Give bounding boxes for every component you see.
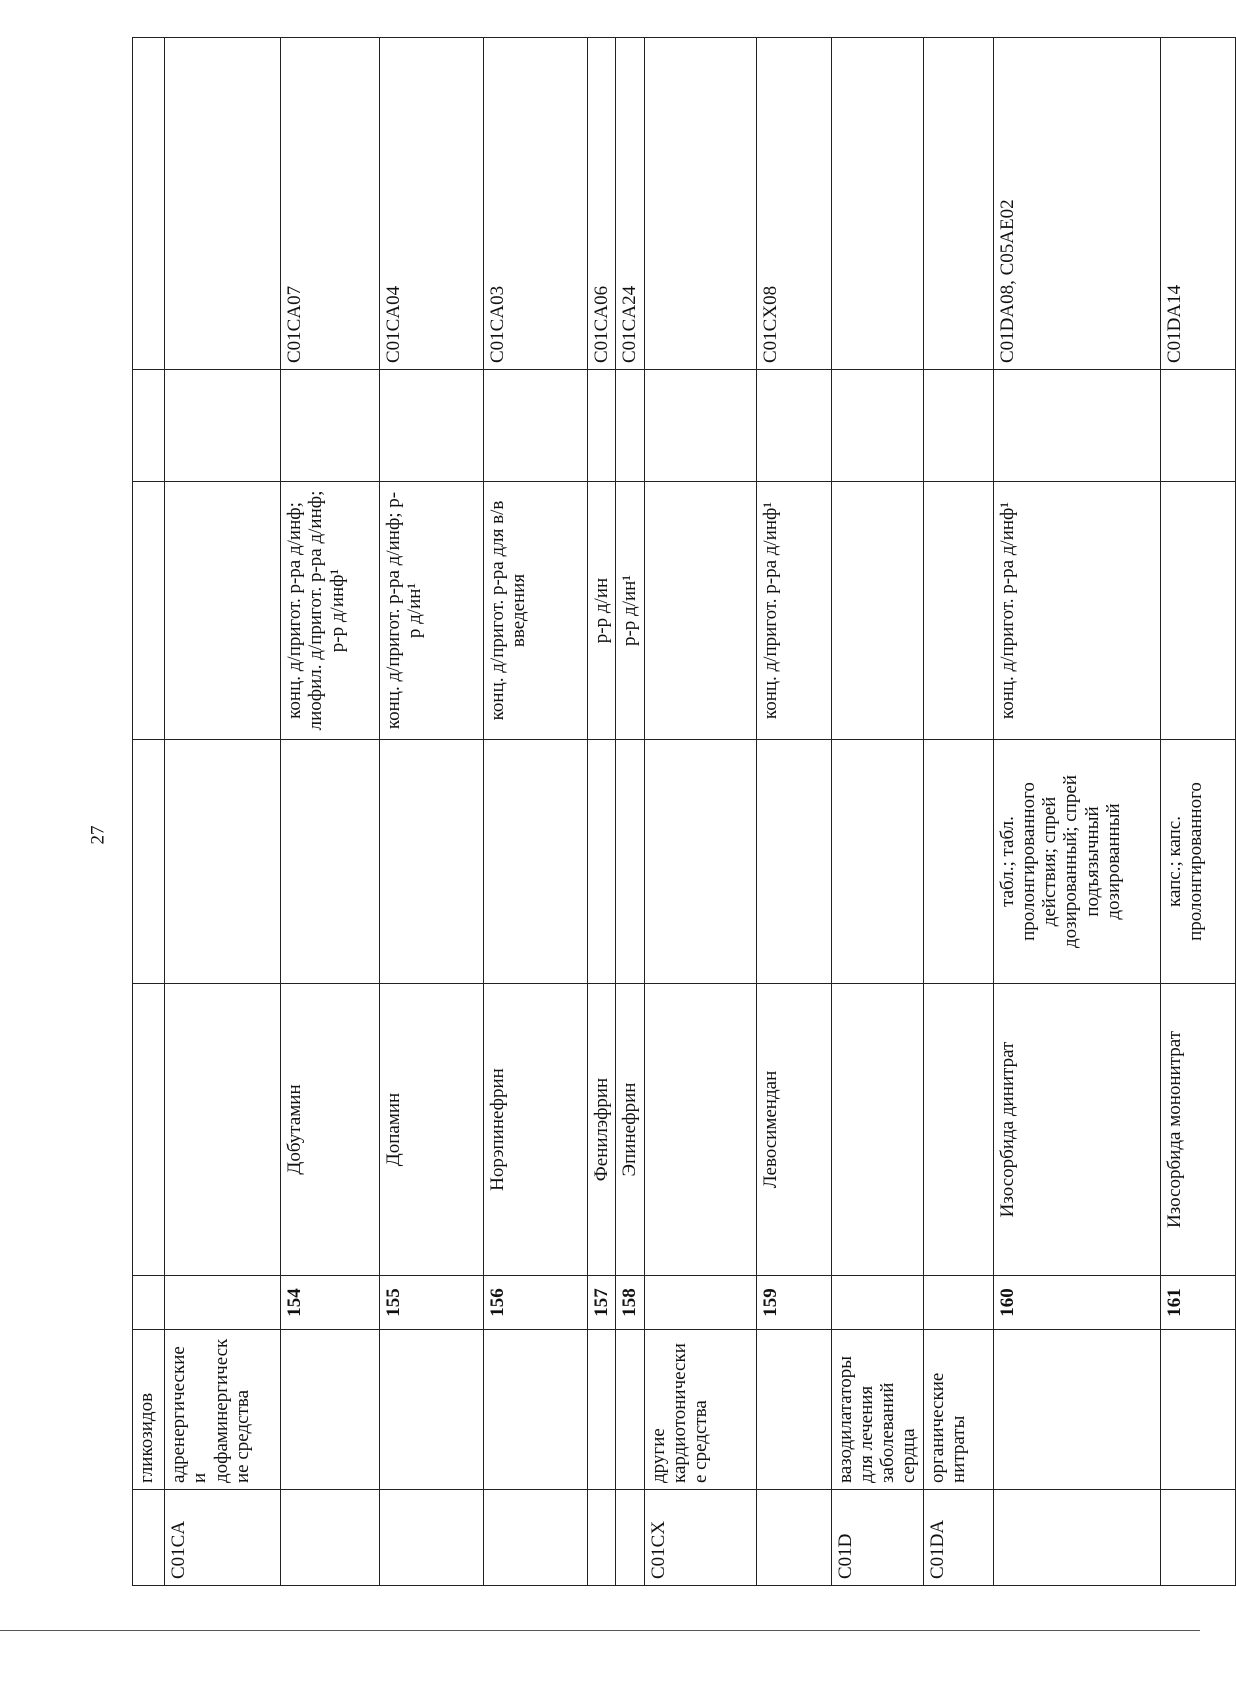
atc-code-cell: C01CA07 xyxy=(281,38,380,370)
empty-cell xyxy=(616,370,644,482)
atc-code-cell: C01CA24 xyxy=(616,38,644,370)
dosage-form-cell xyxy=(831,740,923,984)
table-row xyxy=(993,38,1160,1586)
row-number-cell xyxy=(923,1276,993,1330)
atc-code-cell xyxy=(165,38,281,370)
empty-cell xyxy=(484,370,588,482)
row-number-cell: 155 xyxy=(380,1276,484,1330)
group-name-cell xyxy=(1160,1330,1235,1490)
injectable-form-cell xyxy=(165,482,281,740)
drug-name-cell xyxy=(923,984,993,1276)
table-row xyxy=(165,38,281,1586)
atc-code-cell: C01DA08, C05AE02 xyxy=(993,38,1160,370)
empty-cell xyxy=(923,370,993,482)
group-name-cell: органические нитраты xyxy=(923,1330,993,1490)
injectable-form-cell: конц. д/пригот. р-ра для в/в введения xyxy=(484,482,588,740)
group-name-cell: другие кардиотонические средства xyxy=(644,1330,756,1490)
table-row xyxy=(281,38,380,1586)
dosage-form-cell xyxy=(923,740,993,984)
injectable-form-cell: конц. д/пригот. р-ра д/инф¹ xyxy=(993,482,1160,740)
dosage-form-cell: капс.; капс. пролонгированного xyxy=(1160,740,1235,984)
atc-group-code-cell xyxy=(616,1490,644,1586)
table-row xyxy=(133,38,165,1586)
atc-group-code-cell: C01D xyxy=(831,1490,923,1586)
empty-cell xyxy=(588,370,616,482)
row-number-cell xyxy=(831,1276,923,1330)
atc-group-code-cell xyxy=(133,1490,165,1586)
drug-name-cell xyxy=(165,984,281,1276)
atc-group-code-cell xyxy=(993,1490,1160,1586)
group-name-cell xyxy=(588,1330,616,1490)
row-number-cell: 161 xyxy=(1160,1276,1235,1330)
drug-name-cell xyxy=(831,984,923,1276)
table-row xyxy=(484,38,588,1586)
row-number-cell: 156 xyxy=(484,1276,588,1330)
drug-name-cell: Левосимендан xyxy=(756,984,831,1276)
empty-cell xyxy=(165,370,281,482)
atc-group-code-cell xyxy=(756,1490,831,1586)
atc-group-code-cell xyxy=(281,1490,380,1586)
table-row xyxy=(644,38,756,1586)
atc-group-code-cell xyxy=(1160,1490,1235,1586)
group-name-cell: адренергические и дофаминергические средства xyxy=(165,1330,281,1490)
injectable-form-cell xyxy=(133,482,165,740)
table-container xyxy=(132,38,1206,1586)
empty-cell xyxy=(644,370,756,482)
injectable-form-cell: конц. д/пригот. р-ра д/инф¹ xyxy=(756,482,831,740)
row-number-cell: 159 xyxy=(756,1276,831,1330)
atc-code-cell: C01CA06 xyxy=(588,38,616,370)
drug-name-cell xyxy=(133,984,165,1276)
group-name-cell xyxy=(993,1330,1160,1490)
dosage-form-cell xyxy=(133,740,165,984)
drug-name-cell: Фенилэфрин xyxy=(588,984,616,1276)
page-number xyxy=(88,810,108,860)
atc-code-cell xyxy=(831,38,923,370)
table-body xyxy=(133,38,1236,1586)
atc-group-code-cell xyxy=(484,1490,588,1586)
empty-cell xyxy=(993,370,1160,482)
table-row xyxy=(588,38,616,1586)
dosage-form-cell xyxy=(281,740,380,984)
row-number-cell: 157 xyxy=(588,1276,616,1330)
injectable-form-cell xyxy=(923,482,993,740)
injectable-form-cell xyxy=(831,482,923,740)
injectable-form-cell: конц. д/пригот. р-ра д/инф; лиофил. д/пригот. р-ра д/инф; р-р д/инф¹ xyxy=(281,482,380,740)
row-number-cell: 160 xyxy=(993,1276,1160,1330)
medicines-table xyxy=(132,37,1236,1586)
drug-name-cell: Изосорбида мононитрат xyxy=(1160,984,1235,1276)
group-name-cell xyxy=(380,1330,484,1490)
page-number-text: 27 xyxy=(87,825,108,845)
injectable-form-cell: р-р д/ин¹ xyxy=(616,482,644,740)
group-name-cell: гликозидов xyxy=(133,1330,165,1490)
dosage-form-cell: табл.; табл. пролонгированного действия; спрей дозированный; спрей подъязычный дозированный xyxy=(993,740,1160,984)
table-row xyxy=(831,38,923,1586)
group-name-cell: вазодилататоры для лечения заболеваний сердца xyxy=(831,1330,923,1490)
empty-cell xyxy=(756,370,831,482)
empty-cell xyxy=(380,370,484,482)
injectable-form-cell: конц. д/пригот. р-ра д/инф; р-р д/ин¹ xyxy=(380,482,484,740)
table-row xyxy=(923,38,993,1586)
dosage-form-cell xyxy=(616,740,644,984)
empty-cell xyxy=(831,370,923,482)
atc-group-code-cell: C01CX xyxy=(644,1490,756,1586)
bottom-divider xyxy=(0,1630,1200,1631)
group-name-cell xyxy=(616,1330,644,1490)
drug-name-cell: Норэпинефрин xyxy=(484,984,588,1276)
dosage-form-cell xyxy=(380,740,484,984)
table-row xyxy=(616,38,644,1586)
group-name-cell xyxy=(484,1330,588,1490)
drug-name-cell: Эпинефрин xyxy=(616,984,644,1276)
row-number-cell xyxy=(165,1276,281,1330)
row-number-cell xyxy=(133,1276,165,1330)
row-number-cell: 154 xyxy=(281,1276,380,1330)
atc-group-code-cell: C01CA xyxy=(165,1490,281,1586)
table-row xyxy=(1160,38,1235,1586)
injectable-form-cell: р-р д/ин xyxy=(588,482,616,740)
drug-name-cell: Добутамин xyxy=(281,984,380,1276)
row-number-cell xyxy=(644,1276,756,1330)
group-name-cell xyxy=(281,1330,380,1490)
atc-code-cell: C01DA14 xyxy=(1160,38,1235,370)
dosage-form-cell xyxy=(588,740,616,984)
atc-code-cell: C01CA03 xyxy=(484,38,588,370)
dosage-form-cell xyxy=(165,740,281,984)
atc-code-cell xyxy=(133,38,165,370)
empty-cell xyxy=(1160,370,1235,482)
dosage-form-cell xyxy=(756,740,831,984)
atc-code-cell: C01CX08 xyxy=(756,38,831,370)
empty-cell xyxy=(281,370,380,482)
atc-code-cell xyxy=(923,38,993,370)
atc-code-cell: C01CA04 xyxy=(380,38,484,370)
dosage-form-cell xyxy=(484,740,588,984)
atc-group-code-cell: C01DA xyxy=(923,1490,993,1586)
atc-code-cell xyxy=(644,38,756,370)
dosage-form-cell xyxy=(644,740,756,984)
empty-cell xyxy=(133,370,165,482)
group-name-cell xyxy=(756,1330,831,1490)
drug-name-cell: Допамин xyxy=(380,984,484,1276)
drug-name-cell: Изосорбида динитрат xyxy=(993,984,1160,1276)
injectable-form-cell xyxy=(1160,482,1235,740)
row-number-cell: 158 xyxy=(616,1276,644,1330)
table-row xyxy=(756,38,831,1586)
injectable-form-cell xyxy=(644,482,756,740)
drug-name-cell xyxy=(644,984,756,1276)
atc-group-code-cell xyxy=(588,1490,616,1586)
table-row xyxy=(380,38,484,1586)
atc-group-code-cell xyxy=(380,1490,484,1586)
